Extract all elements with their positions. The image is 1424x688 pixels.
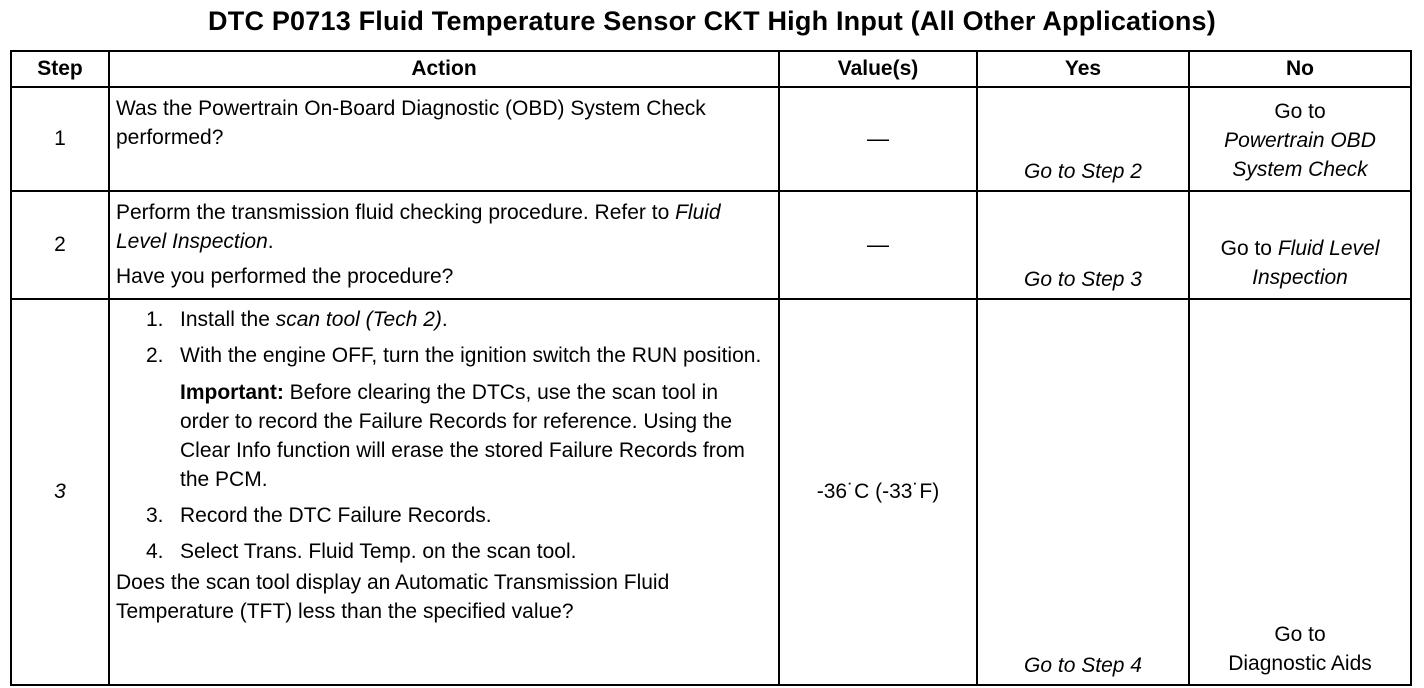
no-cell [1189, 191, 1411, 299]
list-item [146, 538, 772, 566]
yes-link-step-4[interactable]: Go to Step 4 [977, 299, 1189, 685]
no-link-powertrain-obd[interactable]: Powertrain OBD System Check [1224, 129, 1376, 181]
list-item [146, 502, 772, 530]
important-label: Important: [180, 381, 284, 404]
action-text [116, 198, 772, 256]
scan-tool-link[interactable]: scan tool (Tech 2) [275, 308, 442, 331]
value-cell: -36˙C (-33˙F) [779, 299, 977, 685]
list-text: Install the [180, 308, 270, 331]
header-yes: Yes [977, 51, 1189, 87]
list-number: 2. [146, 344, 164, 367]
no-cell [1189, 299, 1411, 685]
step-number: 1 [11, 87, 109, 191]
action-text-end: . [267, 230, 274, 253]
diagnostic-table [10, 50, 1412, 686]
action-text-part: Perform the transmission fluid checking procedure. Refer to [116, 201, 670, 224]
header-step: Step [11, 51, 109, 87]
no-prefix: Go to [1274, 623, 1326, 646]
list-item [146, 342, 772, 370]
step-number: 3 [11, 299, 109, 685]
no-prefix: Go to [1274, 100, 1326, 123]
no-link-fluid-level-inspection[interactable]: Fluid Level Inspection [1252, 237, 1380, 289]
action-question: Have you performed the procedure? [116, 265, 454, 288]
no-prefix: Go to [1220, 237, 1272, 260]
list-item [146, 306, 772, 334]
header-action: Action [109, 51, 779, 87]
action-cell [109, 299, 779, 685]
yes-link-step-2[interactable]: Go to Step 2 [977, 87, 1189, 191]
header-values: Value(s) [779, 51, 977, 87]
procedure-list [116, 502, 772, 566]
no-cell [1189, 87, 1411, 191]
important-text: Before clearing the DTCs, use the scan tool in order to record the Failure Records for reference. Using the Clear Info function will erase the stored Failure Records from the PCM. [180, 381, 745, 491]
action-cell [109, 87, 779, 191]
list-text-end: . [441, 308, 448, 331]
important-note [116, 378, 772, 494]
action-cell [109, 191, 779, 299]
list-text: Record the DTC Failure Records. [180, 504, 492, 527]
action-question: Does the scan tool display an Automatic Transmission Fluid Temperature (TFT) less than the specified value? [116, 571, 670, 623]
list-text: Select Trans. Fluid Temp. on the scan tool. [180, 540, 577, 563]
header-no: No [1189, 51, 1411, 87]
yes-link-step-3[interactable]: Go to Step 3 [977, 191, 1189, 299]
procedure-list [116, 306, 772, 370]
value-cell: — [779, 87, 977, 191]
list-number: 1. [146, 308, 164, 331]
table-row-step-1 [11, 87, 1411, 191]
value-cell: — [779, 191, 977, 299]
table-row-step-3 [11, 299, 1411, 685]
page-title: DTC P0713 Fluid Temperature Sensor CKT High Input (All Other Applications) [208, 6, 1216, 36]
step-number: 2 [11, 191, 109, 299]
fluid-level-inspection-link[interactable]: Fluid Level Inspection [116, 201, 721, 253]
header-row [11, 51, 1411, 87]
list-text: With the engine OFF, turn the ignition switch the RUN position. [180, 344, 762, 367]
no-link-diagnostic-aids[interactable]: Diagnostic Aids [1228, 652, 1372, 675]
action-text: Was the Powertrain On-Board Diagnostic (OBD) System Check performed? [116, 97, 706, 149]
list-number: 4. [146, 540, 164, 563]
table-row-step-2 [11, 191, 1411, 299]
list-number: 3. [146, 504, 164, 527]
